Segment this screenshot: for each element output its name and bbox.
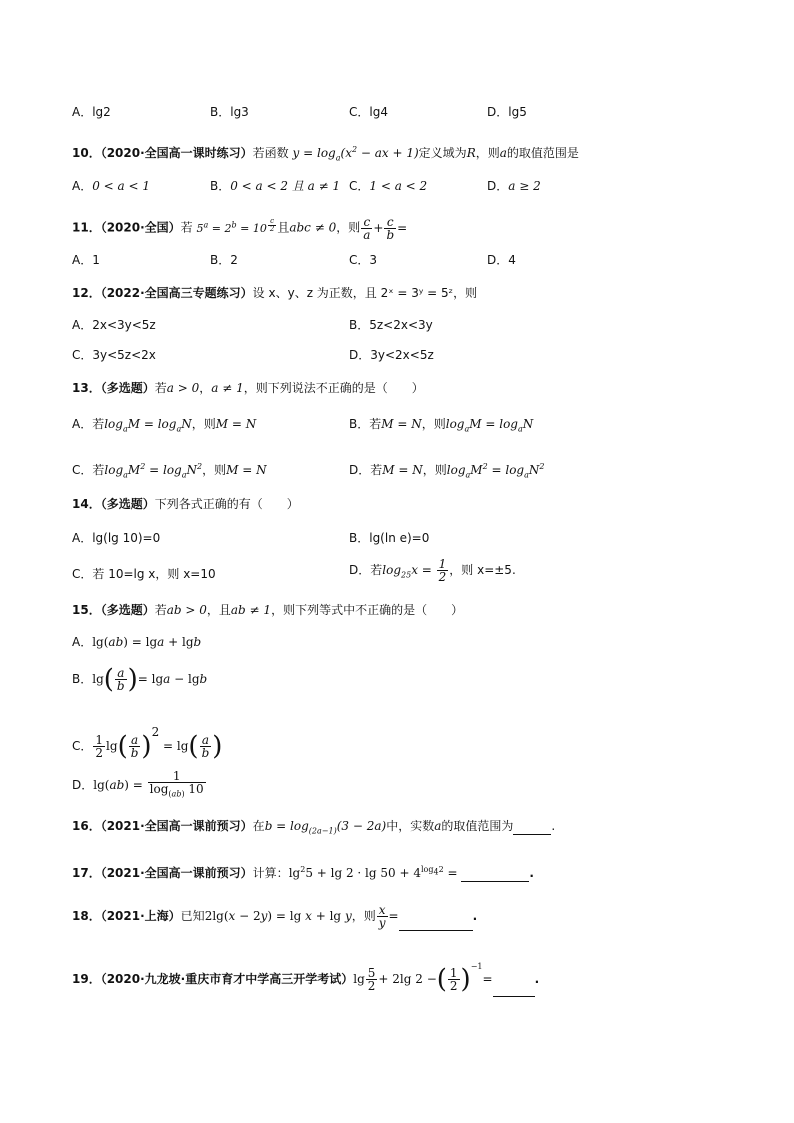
question-17 xyxy=(72,862,534,882)
q9-option-c: C．lg4 xyxy=(349,105,388,119)
question-text: ，且 xyxy=(206,603,231,617)
formula: ab > 0 xyxy=(166,603,207,617)
question-source: （2021·全国高一课前预习） xyxy=(100,866,253,880)
q13-option-d: D．若M = N，则$\log_aM^2 = \log_aN^2$ xyxy=(349,462,545,480)
formula: a ≠ 1 xyxy=(211,381,244,395)
question-12 xyxy=(72,285,477,301)
question-text: 且 xyxy=(277,220,290,235)
question-10 xyxy=(72,142,579,166)
formula: 2lg(x − 2y) = lg x + lg y xyxy=(204,909,352,923)
set-symbol: R xyxy=(466,146,476,160)
q14-option-b: B．lg(ln e)=0 xyxy=(349,531,430,545)
question-text: 在 xyxy=(252,819,265,833)
question-number: 15． xyxy=(72,603,101,617)
question-text: 若 xyxy=(180,220,193,235)
q11-option-b: B．2 xyxy=(210,253,238,267)
formula: $5^a = 2^b = 10$ $^{\frac{c}{2}}$ xyxy=(196,216,275,235)
formula: ab ≠ 1 xyxy=(230,603,272,617)
question-number: 18． xyxy=(72,909,101,923)
period: . xyxy=(551,819,556,833)
period: . xyxy=(529,866,534,880)
question-number: 12． xyxy=(72,286,101,300)
q10-option-c: C．1 < a < 2 xyxy=(349,179,428,193)
formula: lg $\frac{5}{2}$ + 2lg 2 −( $\frac{1}{2}$ )$^{-1}$= xyxy=(353,962,493,995)
question-text: ，则 xyxy=(351,909,376,923)
answer-blank[interactable] xyxy=(399,902,473,931)
question-text: 计算： xyxy=(252,866,289,880)
question-18: 18．（2021·上海）已知2lg(x − 2y) = lg x + lg y，则 $\frac{x}{y}$ = . xyxy=(72,903,478,930)
question-number: 19． xyxy=(72,972,101,986)
question-text: 下列各式正确的有（ ） xyxy=(154,497,299,511)
period: . xyxy=(472,909,478,923)
q15-option-d: D．lg(ab) = $\frac{1}{\log_{(ab)} 10}$ xyxy=(72,769,204,799)
question-text: 的取值范围为 xyxy=(441,819,514,833)
q14-option-c: C．若 10=lg x，则 x=10 xyxy=(72,567,216,581)
question-source: （2020·全国高一课时练习） xyxy=(100,146,253,160)
question-number: 17． xyxy=(72,866,101,880)
question-19 xyxy=(72,950,539,997)
q13-option-b: B．若M = N，则$\log_aM = \log_aN$ xyxy=(349,417,534,434)
question-number: 10． xyxy=(72,146,101,160)
q12-option-a: A．2x<3y<5z xyxy=(72,318,156,332)
q10-option-a: A．0 < a < 1 xyxy=(72,179,151,193)
question-source: （多选题） xyxy=(100,381,155,395)
question-text: 若 xyxy=(154,603,167,617)
question-source: （多选题） xyxy=(100,497,155,511)
question-number: 14． xyxy=(72,497,101,511)
question-text: ，则下列说法不正确的是（ ） xyxy=(243,381,424,395)
formula: $\frac{c}{a}$ + $\frac{c}{b}$ = xyxy=(363,214,408,242)
q12-option-b: B．5z<2x<3y xyxy=(349,318,433,332)
variable: a xyxy=(499,146,507,160)
formula: $\frac{x}{y}$ xyxy=(378,903,386,930)
q15-option-b: B．lg( $\frac{a}{b}$ )= lga − lgb xyxy=(72,664,208,695)
q11-option-a: A．1 xyxy=(72,253,100,267)
q9-option-d: D．lg5 xyxy=(487,105,527,119)
variable: a xyxy=(434,819,442,833)
question-text: 的取值范围是 xyxy=(506,146,579,160)
question-11 xyxy=(72,214,407,241)
q10-option-d: D．a ≥ 2 xyxy=(487,179,541,193)
formula: $\lg^25 + \lg 2 \cdot \lg 50 + 4^{log_42}$ = xyxy=(288,865,462,880)
q15-option-c: C． $\frac{1}{2}$ lg( $\frac{a}{b}$ )$^2$ = lg( $\frac{a}{b}$ ) xyxy=(72,725,223,762)
q11-option-d: D．4 xyxy=(487,253,516,267)
question-text: 已知 xyxy=(180,909,205,923)
q14-option-a: A．lg(lg 10)=0 xyxy=(72,531,161,545)
answer-blank[interactable] xyxy=(513,818,551,835)
question-source: （多选题） xyxy=(100,603,155,617)
answer-blank[interactable] xyxy=(493,962,535,997)
question-text: ，则下列等式中不正确的是（ ） xyxy=(271,603,464,617)
question-text: 定义域为 xyxy=(418,146,467,160)
question-source: （2021·上海） xyxy=(100,909,181,923)
question-source: （2020·九龙坡·重庆市育才中学高三开学考试） xyxy=(100,972,354,986)
question-number: 13． xyxy=(72,381,101,395)
q10-option-b: B．0 < a < 2 且 a ≠ 1 xyxy=(210,179,341,193)
formula: $b = \log_{(2a-1)}(3 - 2a)$ xyxy=(264,819,387,836)
question-text: 若 xyxy=(154,381,167,395)
question-number: 11． xyxy=(72,220,101,235)
formula: a > 0 xyxy=(166,381,200,395)
question-text: ，则 xyxy=(475,146,500,160)
answer-blank[interactable] xyxy=(461,865,529,882)
question-source: （2021·全国高一课前预习） xyxy=(100,819,253,833)
question-15 xyxy=(72,602,463,618)
question-14 xyxy=(72,496,299,512)
q14-option-d: D．若$\log_{25}x$ = $\frac{1}{2}$ ，则 x=±5. xyxy=(349,557,516,584)
formula: abc ≠ 0 xyxy=(289,220,337,235)
q11-option-c: C．3 xyxy=(349,253,378,267)
q13-option-c: C．若$\log_aM^2 = \log_aN^2$，则M = N xyxy=(72,462,267,480)
question-text: 设 x、y、z 为正数，且 2ˣ = 3ʸ = 5ᶻ，则 xyxy=(252,286,478,300)
question-text: 若函数 xyxy=(252,146,289,160)
question-text: 中，实数 xyxy=(386,819,435,833)
question-number: 16． xyxy=(72,819,101,833)
question-text: ，则 xyxy=(336,220,361,235)
q12-option-d: D．3y<2x<5z xyxy=(349,348,434,362)
question-13 xyxy=(72,380,424,396)
q9-option-a: A．lg2 xyxy=(72,105,111,119)
question-source: （2022·全国高三专题练习） xyxy=(100,286,253,300)
period: . xyxy=(534,972,540,986)
question-16 xyxy=(72,818,555,839)
separator: ， xyxy=(199,381,212,395)
q15-option-a: A．lg(ab) = lga + lgb xyxy=(72,635,202,649)
question-source: （2020·全国） xyxy=(100,220,181,235)
q12-option-c: C．3y<5z<2x xyxy=(72,348,156,362)
q13-option-a: A．若$\log_aM = \log_aN$，则M = N xyxy=(72,417,257,434)
q9-option-b: B．lg3 xyxy=(210,105,249,119)
formula: $y = \log_a(x^2$ − ax + 1) xyxy=(292,145,419,163)
